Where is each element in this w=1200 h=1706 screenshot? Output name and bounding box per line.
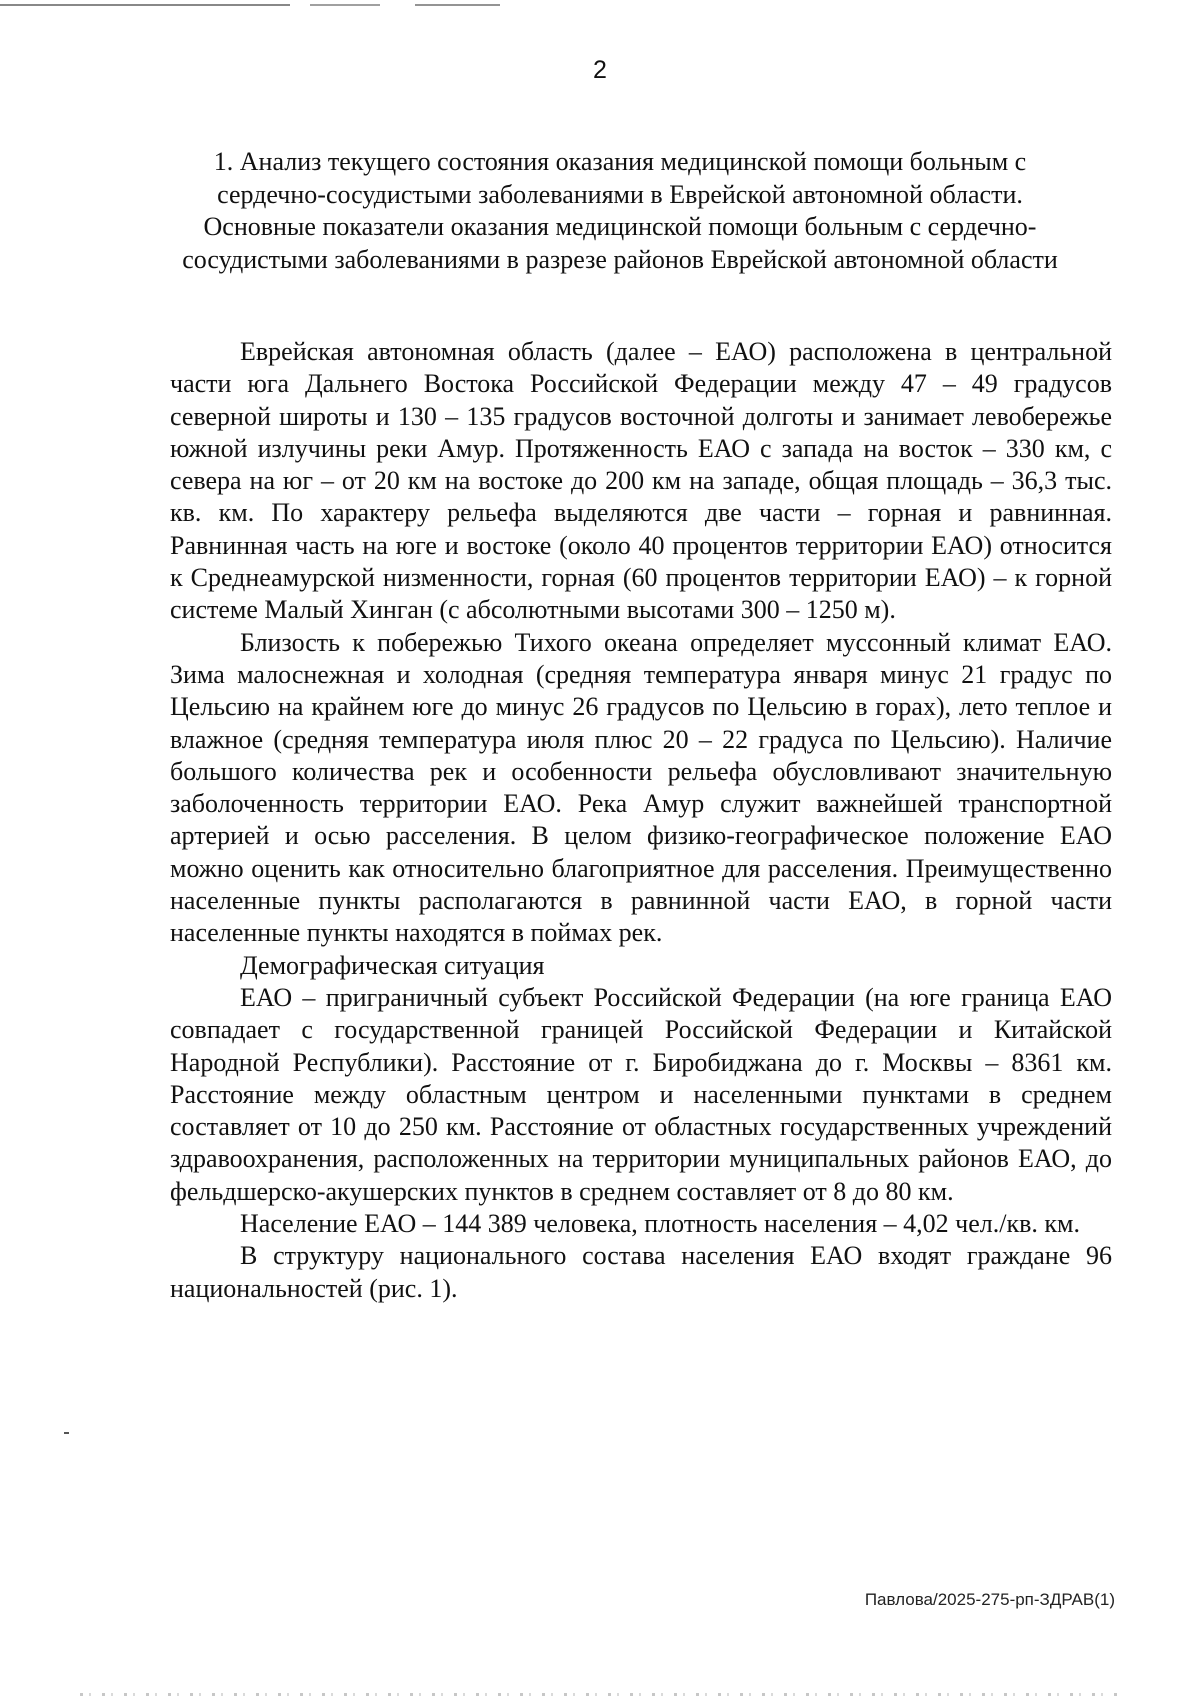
paragraph-nationalities: В структуру национального состава населения ЕАО входят граждане 96 национальностей (рис. 1). bbox=[170, 1241, 1112, 1303]
scan-speck bbox=[64, 1432, 69, 1434]
paragraph-border-distances: ЕАО – приграничный субъект Российской Федерации (на юге граница ЕАО совпадает с государственной границей Российской Федерации и Китайской Народной Республики). Расстояние от г. Биробиджана до г. Москвы – 8361 км. Расстояние между областным центром и населенными пунктами в среднем составляет от 10 до 250 км. Расстояние от областных государственных учреждений здравоохранения, расположенных на территории муниципальных районов ЕАО, до фельдшерско-акушерских пунктов в среднем составляет от 8 до 80 км. bbox=[170, 982, 1112, 1206]
document-reference: Павлова/2025-275-рп-ЗДРАВ(1) bbox=[864, 1590, 1115, 1609]
section-heading: 1. Анализ текущего состояния оказания медицинской помощи больным с сердечно-сосудистыми заболеваниями в Еврейской автономной области. Основные показатели оказания медицинской помощи больным с сердечно-сосудистыми заболеваниями в разрезе районов Еврейской автономной области bbox=[182, 147, 1058, 274]
page-number: 2 bbox=[593, 56, 607, 84]
paragraph-population: Население ЕАО – 144 389 человека, плотность населения – 4,02 чел./кв. км. bbox=[240, 1209, 1080, 1239]
scan-edge-top bbox=[0, 4, 500, 6]
scan-edge-bottom bbox=[80, 1693, 1120, 1696]
body-text bbox=[170, 336, 1112, 1305]
paragraph-climate: Близость к побережью Тихого океана определяет муссонный климат ЕАО. Зима малоснежная и холодная (средняя температура января минус 21 градус по Цельсию на крайнем юге до минус 26 градусов по Цельсию в горах), лето теплое и влажное (средняя температура июля плюс 20 – 22 градуса по Цельсию). Наличие большого количества рек и особенности рельефа обусловливают значительную заболоченность территории ЕАО. Река Амур служит важнейшей транспортной артерией и осью расселения. В целом физико-географическое положение ЕАО можно оценить как относительно благоприятное для расселения. Преимущественно населенные пункты располагаются в равнинной части ЕАО, в горной части населенные пункты находятся в поймах рек. bbox=[170, 627, 1112, 948]
subheading-demography: Демографическая ситуация bbox=[240, 950, 545, 980]
paragraph-geography: Еврейская автономная область (далее – ЕАО) расположена в центральной части юга Дальнего Востока Российской Федерации между 47 – 49 градусов северной широты и 130 – 135 градусов восточной долготы и занимает левобережье южной излучины реки Амур. Протяженность ЕАО с запада на восток – 330 км, с севера на юг – от 20 км на востоке до 200 км на западе, общая площадь – 36,3 тыс. кв. км. По характеру рельефа выделяются две части – горная и равнинная. Равнинная часть на юге и востоке (около 40 процентов территории ЕАО) относится к Среднеамурской низменности, горная (60 процентов территории ЕАО) – к горной системе Малый Хинган (с абсолютными высотами 300 – 1250 м). bbox=[170, 337, 1112, 625]
